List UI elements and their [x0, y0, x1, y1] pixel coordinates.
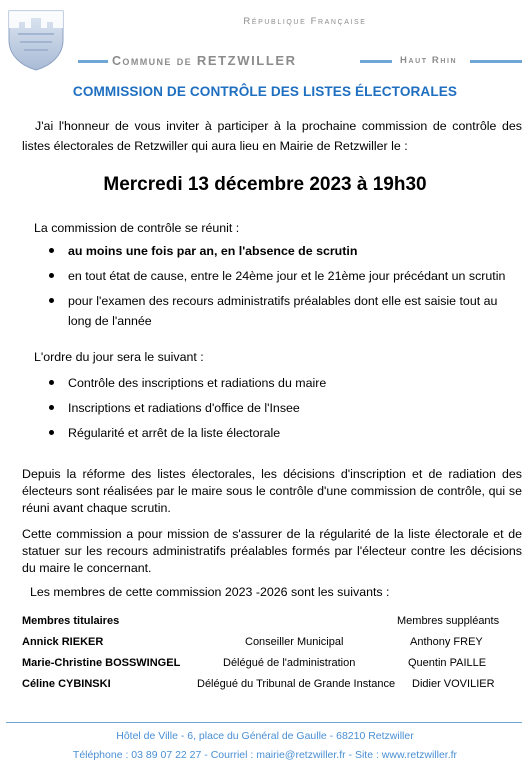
members-label: Les membres de cette commission 2023 -2026 sont les suivants :	[30, 585, 390, 599]
titular-header: Membres titulaires	[22, 615, 120, 627]
list-item: Contrôle des inscriptions et radiations du maire	[34, 373, 522, 393]
footer-address: Hôtel de Ville - 6, place du Général de Gaulle - 68210 Retzwiller	[116, 730, 414, 742]
coat-of-arms-icon	[6, 8, 66, 72]
substitute-header: Membres suppléants	[397, 615, 500, 627]
document-title: COMMISSION DE CONTRÔLE DES LISTES ÉLECTORALES	[72, 84, 458, 99]
member-name: Annick RIEKER	[22, 636, 104, 648]
department-label: Haut Rhin	[400, 55, 458, 66]
list-item: en tout état de cause, entre le 24ème jour et le 21ème jour précédant un scrutin	[34, 266, 522, 286]
reform-paragraph: Depuis la réforme des listes électorales, les décisions d'inscription et de radiation des électeurs sont réalisées par le maire sous le contrôle d'une commission de contrôle, qui se réuni avant chaque scrutin.	[22, 467, 522, 515]
list-item: pour l'examen des recours administratifs préalables dont elle est saisie tout au long de l'année	[34, 291, 522, 331]
meets-list	[34, 241, 522, 336]
member-substitute: Didier VOVILIER	[412, 678, 495, 690]
member-role: Délégué de l'administration	[223, 657, 356, 669]
header-rule-left	[78, 60, 108, 63]
agenda-label: L'ordre du jour sera le suivant :	[34, 350, 204, 364]
footer-contact: Téléphone : 03 89 07 22 27 - Courriel : mairie@retzwiller.fr - Site : www.retzwiller.fr	[72, 749, 458, 761]
member-substitute: Anthony FREY	[410, 636, 483, 648]
list-item: Régularité et arrêt de la liste électorale	[34, 423, 522, 443]
republic-heading: République Française	[243, 16, 367, 27]
commune-prefix: Commune de	[112, 54, 192, 68]
member-role: Délégué du Tribunal de Grande Instance	[197, 678, 396, 690]
list-item: au moins une fois par an, en l'absence de scrutin	[34, 241, 522, 261]
member-name: Marie-Christine BOSSWINGEL	[22, 657, 181, 669]
header-rule-right	[470, 60, 522, 63]
intro-paragraph: J'ai l'honneur de vous inviter à participer à la prochaine commission de contrôle des listes électorales de Retzwiller qui aura lieu en Mairie de Retzwiller le :	[22, 119, 522, 153]
commune-name: RETZWILLER	[196, 53, 297, 68]
member-name: Céline CYBINSKI	[22, 678, 111, 690]
list-item: Inscriptions et radiations d'office de l'Insee	[34, 398, 522, 418]
agenda-list	[34, 373, 522, 448]
meeting-date: Mercredi 13 décembre 2023 à 19h30	[103, 174, 427, 195]
meets-label: La commission de contrôle se réunit :	[34, 221, 240, 235]
commune-heading	[112, 53, 297, 68]
member-substitute: Quentin PAILLE	[408, 657, 487, 669]
mission-paragraph: Cette commission a pour mission de s'assurer de la régularité de la liste électorale et de statuer sur les recours administratifs préalables formés par l'électeur contre les décisions du maire le concernant.	[22, 527, 522, 575]
header-rule-middle	[360, 60, 392, 63]
footer-rule	[6, 722, 522, 723]
member-role: Conseiller Municipal	[245, 636, 344, 648]
